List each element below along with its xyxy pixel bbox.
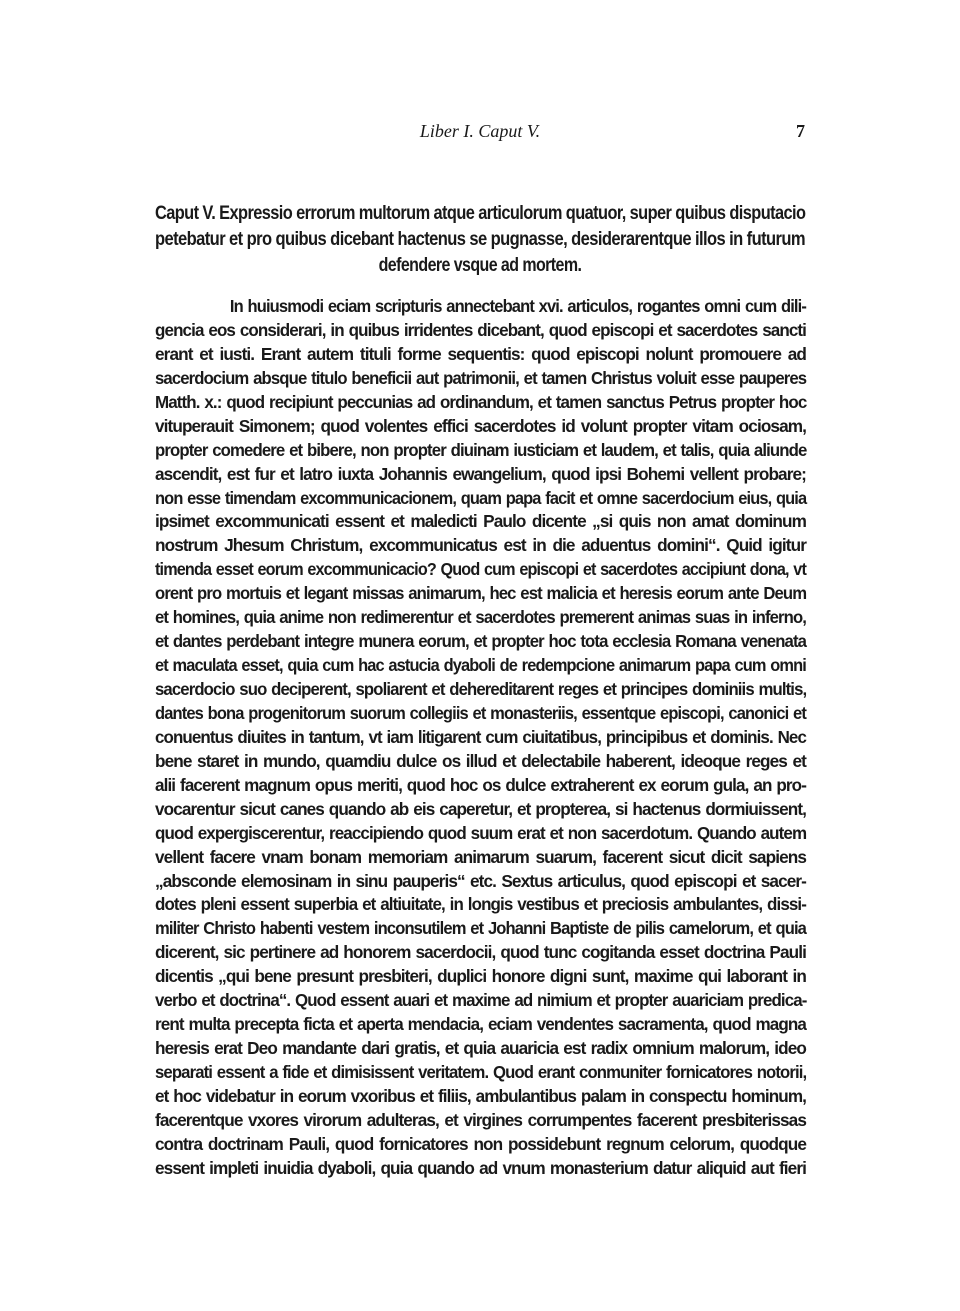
- body-line: gencia eos considerari, in quibus irridentes dicebant, quod episcopi et sacerdotes sancti: [155, 319, 806, 340]
- body-line: contra doctrinam Pauli, quod fornicatores non possidebunt regnum celorum, quodque: [155, 1133, 806, 1154]
- body-line: sacerdocio suo deciperent, spoliarent et dehereditarent reges et principes dominiis multis,: [155, 679, 807, 699]
- body-line: verbo et doctrina“. Quod essent auari et maxime ad nimium et propter auariciam predica-: [155, 990, 807, 1011]
- body-line: ipsimet excommunicati essent et maledicti Paulo dicente „si quis non amat dominum: [155, 511, 806, 532]
- chapter-heading-line: Caput V. Expressio errorum multorum atque articulorum quatuor, super quibus disputacio: [155, 202, 806, 224]
- body-line: et homines, quia anime non redimerentur et sacerdotes premerent animas suas in inferno,: [155, 607, 807, 628]
- body-line: ascendit, est fur et latro iuxta Johannis ewangelium, quod ipsi Bohemi vellent probare;: [155, 463, 806, 484]
- body-line: timenda esset eorum excommunicacio? Quod cum episcopi et sacerdotes accipiunt dona, vt: [155, 559, 807, 580]
- body-line: et maculata esset, quia cum hac astucia dyaboli de redempcione animarum papa cum omni: [155, 655, 806, 676]
- body-line: nostrum Jhesum Christum, excommunicatus est in die aduentus domini“. Quid igitur: [155, 535, 806, 556]
- body-line: bene staret in mundo, quamdiu dulce os illud et delectabile haberent, ideoque reges et: [155, 750, 806, 771]
- body-line: dicentis „qui bene presunt presbiteri, duplici honore digni sunt, maxime qui laborant in: [155, 966, 806, 987]
- body-line: rent multa precepta ficta et aperta mendacia, eciam vendentes sacramenta, quod magna: [155, 1014, 806, 1035]
- page-header: [155, 120, 805, 142]
- body-line: separati essent a fide et dimisissent veritatem. Quod erant conmuniter fornicatores notorii,: [155, 1062, 807, 1082]
- body-line: dicerent, sic pertinere ad honorem sacerdocii, quod tunc cogitanda esset doctrina Pauli: [155, 942, 806, 963]
- body-line: non esse timendam excommunicacionem, quam papa facit et omne sacerdocium eius, quia: [155, 487, 807, 508]
- body-line: In huiusmodi eciam scripturis annectebant xvi. articulos, rogantes omni cum dili-: [229, 296, 806, 316]
- body-line: vituperauit Simonem; quod volentes effici sacerdotes id volunt propter vitam ociosam,: [155, 415, 806, 436]
- body-line: heresis erat Deo mandante dari gratis, et quia auaricia est radix omnium malorum, ideo: [155, 1038, 806, 1059]
- body-line: et dantes perdebant integre munera eorum, et propter hoc tota ecclesia Romana venenata: [155, 631, 807, 652]
- body-line: vocarentur sicut canes quando ab eis caperetur, et propterea, si hactenus dormiuissent,: [155, 798, 806, 819]
- body-line: facerentque vxores virorum adulteras, et virgines corrumpentes facerent presbiterissas: [155, 1109, 806, 1130]
- body-line: vellent facere vnam bonam memoriam animarum suarum, facerent sicut dicit sapiens: [155, 846, 806, 867]
- body-line: essent impleti inuidia dyaboli, quia quando ad vnum monasterium datur aliquid aut fieri: [155, 1157, 806, 1178]
- body-line: alii facerent magnum opus meriti, quod hoc os dulce extraherent ex eorum gula, an pro-: [155, 774, 806, 795]
- body-line: „absconde elemosinam in sinu pauperis“ etc. Sextus articulus, quod episcopi et sacer-: [155, 870, 806, 891]
- body-line: Matth. x.: quod recipiunt peccunias ad ordinandum, et tamen sanctus Petrus propter hoc: [155, 391, 807, 412]
- page-number: 7: [796, 121, 805, 141]
- body-line: sacerdocium absque titulo beneficii aut patrimonii, et tamen Christus voluit esse pauperes: [155, 367, 807, 388]
- body-line: dotes pleni essent superbia et altiuitate, in longis vestibus et preciosis ambulantes, dissi-: [155, 894, 806, 915]
- body-line: dantes bona progenitorum suorum collegiis et monasteriis, essentque episcopi, canonici et: [155, 702, 806, 723]
- body-line: et hoc videbatur in eorum vxoribus et filiis, ambulantibus palam in conspectu hominum,: [155, 1085, 806, 1106]
- running-head: Liber I. Caput V.: [419, 121, 541, 141]
- body-line: conuentus diuites in tantum, vt iam litigarent cum ciuitatibus, principibus et dominis. Nec: [155, 726, 806, 747]
- chapter-heading: [155, 200, 805, 278]
- body-line: quod expergiscerentur, reaccipiendo quod suum erat et non sacerdotum. Quando autem: [155, 822, 807, 843]
- body-text: [155, 295, 806, 1181]
- chapter-heading-line: defendere vsque ad mortem.: [378, 254, 582, 276]
- chapter-heading-line: petebatur et pro quibus dicebant hactenus se pugnasse, desiderarentque illos in futurum: [155, 228, 805, 250]
- body-line: orent pro mortuis et legant missas animarum, hec est malicia et heresis eorum ante Deum: [155, 583, 807, 604]
- body-line: propter comedere et bibere, non propter diuinam iusticiam et laudem, et talis, quia aliunde: [155, 439, 807, 460]
- body-line: erant et iusti. Erant autem tituli forme sequentis: quod episcopi nolunt promouere ad: [155, 343, 806, 364]
- body-line: militer Christo habenti vestem inconsutilem et Johanni Baptiste de pilis camelorum, et quia: [155, 918, 807, 939]
